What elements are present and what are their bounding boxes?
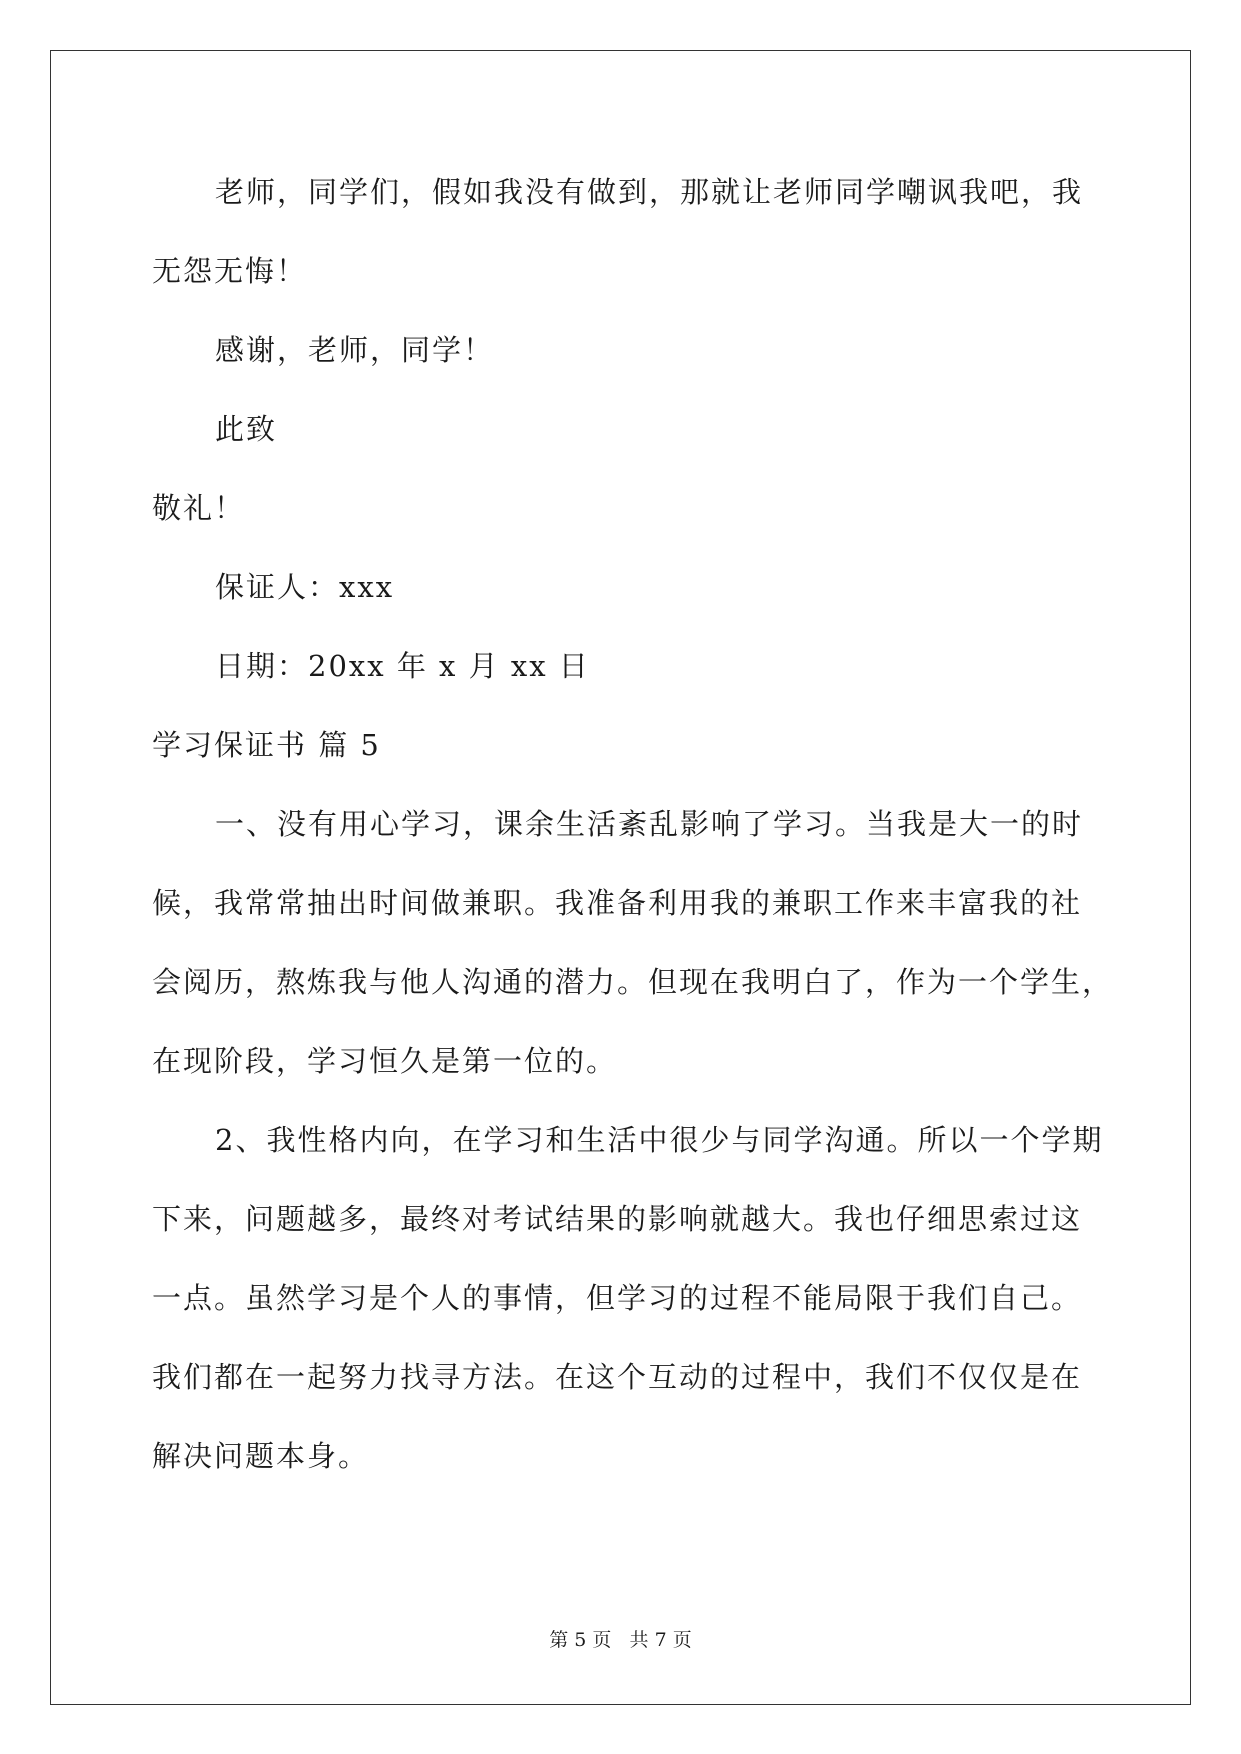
paragraph-line: 一点。虽然学习是个人的事情，但学习的过程不能局限于我们自己。	[152, 1281, 1083, 1315]
paragraph-line: 2、我性格内向，在学习和生活中很少与同学沟通。所以一个学期	[215, 1123, 1104, 1157]
page-number-footer: 第 5 页 共 7 页	[549, 1629, 692, 1651]
paragraph-line: 一、没有用心学习，课余生活紊乱影响了学习。当我是大一的时	[215, 807, 1084, 841]
paragraph-line: 老师，同学们，假如我没有做到，那就让老师同学嘲讽我吧，我	[215, 175, 1084, 209]
paragraph-line: 解决问题本身。	[152, 1439, 370, 1473]
salutation: 敬礼！	[152, 491, 246, 525]
paragraph-line: 会阅历，熬炼我与他人沟通的潜力。但现在我明白了，作为一个学生，	[152, 965, 1114, 999]
section-heading: 学习保证书 篇 5	[152, 728, 381, 762]
date-line: 日期：20xx 年 x 月 xx 日	[215, 649, 590, 683]
paragraph-line: 感谢，老师，同学！	[215, 333, 495, 367]
paragraph-line: 在现阶段，学习恒久是第一位的。	[152, 1044, 618, 1078]
closing-phrase: 此致	[215, 412, 278, 446]
guarantor-line: 保证人：xxx	[215, 570, 395, 604]
paragraph-line: 候，我常常抽出时间做兼职。我准备利用我的兼职工作来丰富我的社	[152, 886, 1083, 920]
paragraph-line: 下来，问题越多，最终对考试结果的影响就越大。我也仔细思索过这	[152, 1202, 1083, 1236]
paragraph-line: 无怨无悔！	[152, 254, 308, 288]
paragraph-line: 我们都在一起努力找寻方法。在这个互动的过程中，我们不仅仅是在	[152, 1360, 1083, 1394]
